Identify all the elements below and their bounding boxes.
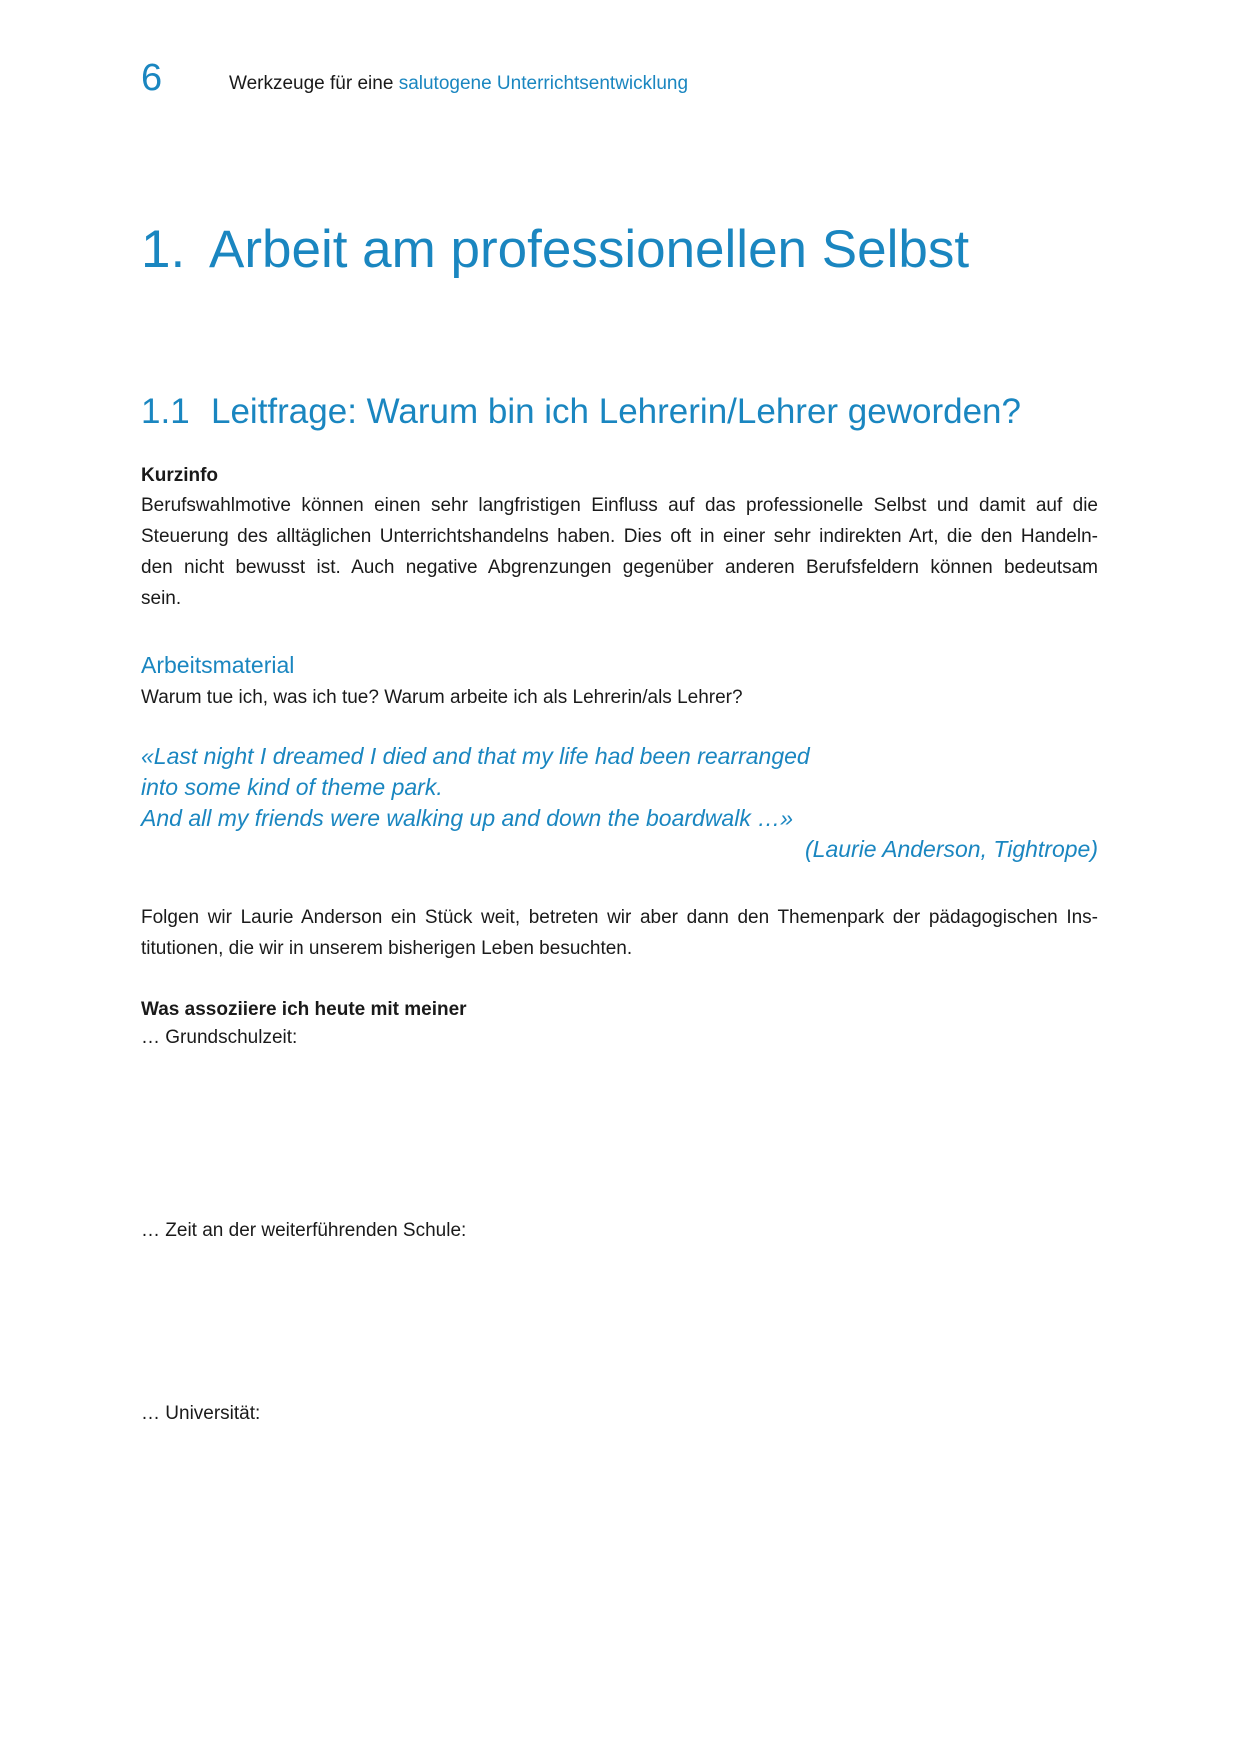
followup-paragraph xyxy=(141,902,1098,964)
kurzinfo-line: den nicht bewusst ist. Auch negative Abgrenzungen gegenüber anderen Berufsfeldern können bedeutsam xyxy=(141,557,1098,578)
running-header xyxy=(229,72,688,96)
chapter-title-text: Arbeit am professionellen Selbst xyxy=(209,220,970,279)
kurzinfo-line: sein. xyxy=(141,588,182,609)
arbeitsmaterial-question: Warum tue ich, was ich tue? Warum arbeite ich als Lehrerin/als Lehrer? xyxy=(141,687,743,708)
kurzinfo-line: Steuerung des alltäglichen Unterrichtshandelns haben. Dies oft in einer sehr indirekten Art, die den Handeln- xyxy=(141,526,1098,547)
arbeitsmaterial-heading: Arbeitsmaterial xyxy=(141,652,295,678)
quote-block xyxy=(141,741,1098,865)
kurzinfo-paragraph xyxy=(141,490,1098,614)
kurzinfo-block xyxy=(141,462,1098,614)
chapter-number: 1. xyxy=(141,220,186,279)
section-title-text: Leitfrage: Warum bin ich Lehrerin/Lehrer geworden? xyxy=(211,392,1021,431)
running-header-prefix: Werkzeuge für eine xyxy=(229,73,399,94)
prompt-universitaet: … Universität: xyxy=(141,1403,261,1424)
association-heading: Was assoziiere ich heute mit meiner xyxy=(141,999,467,1020)
quote-line: «Last night I dreamed I died and that my life had been rearranged xyxy=(141,743,810,769)
prompt-weiterfuehrende-schule: … Zeit an der weiterführenden Schule: xyxy=(141,1220,467,1241)
quote-line: into some kind of theme park. xyxy=(141,774,443,800)
page-number: 6 xyxy=(141,57,163,99)
section-title xyxy=(141,390,1021,434)
followup-line: Folgen wir Laurie Anderson ein Stück weit, betreten wir aber dann den Themenpark der pädagogischen Ins- xyxy=(141,907,1098,928)
kurzinfo-label: Kurzinfo xyxy=(141,465,219,486)
followup-line: titutionen, die wir in unserem bisherigen Leben besuchten. xyxy=(141,938,633,959)
running-header-highlight: salutogene Unterrichtsentwicklung xyxy=(398,73,689,94)
prompt-grundschulzeit: … Grundschulzeit: xyxy=(141,1027,298,1048)
section-number: 1.1 xyxy=(141,392,190,431)
quote-source: (Laurie Anderson, Tightrope) xyxy=(805,836,1098,862)
chapter-title xyxy=(141,218,969,282)
quote-line: And all my friends were walking up and down the boardwalk …» xyxy=(141,805,794,831)
kurzinfo-line: Berufswahlmotive können einen sehr langfristigen Einfluss auf das professionelle Selbst und damit auf die xyxy=(141,495,1098,516)
